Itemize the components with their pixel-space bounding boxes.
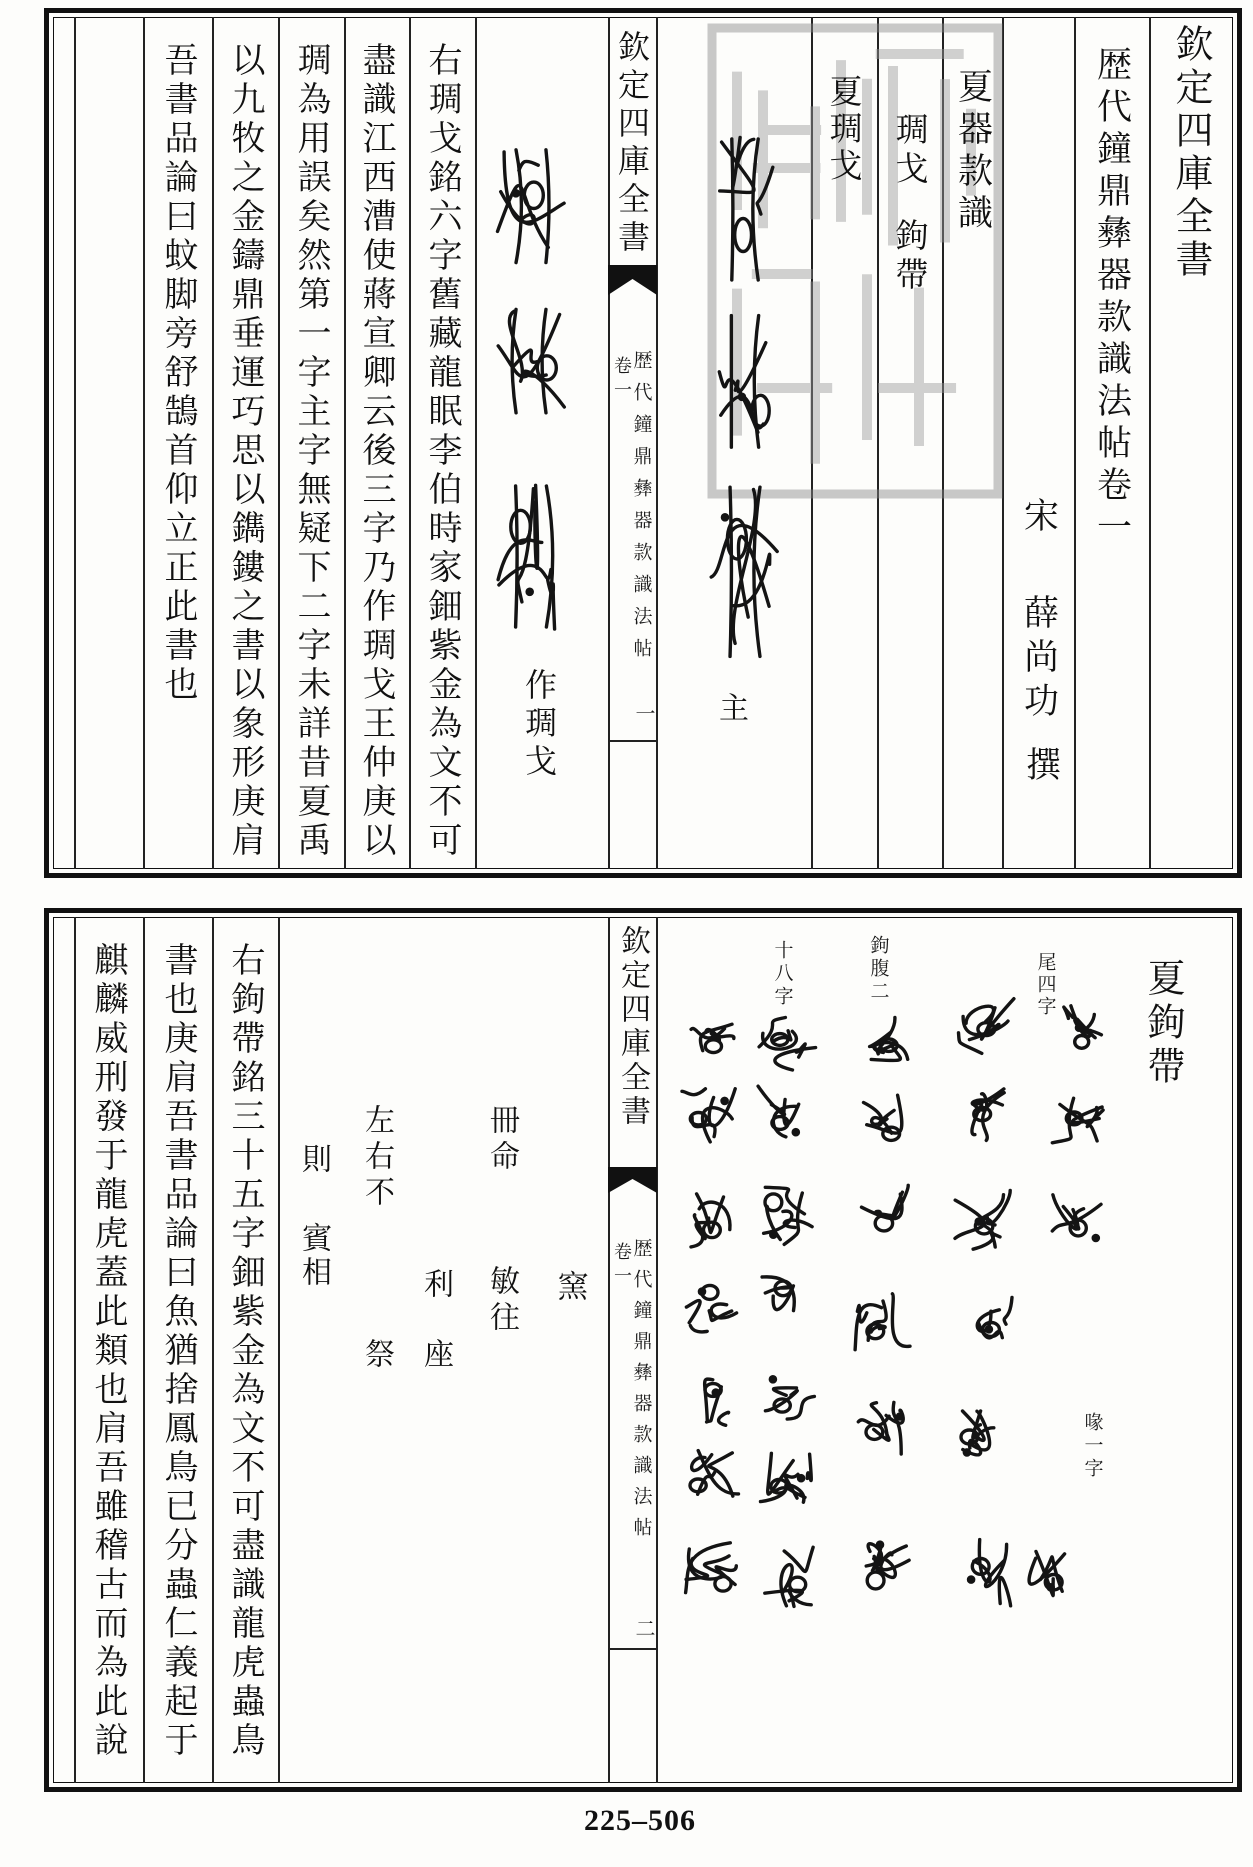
fold-leaf-number: 一 [632, 703, 656, 723]
fold-leaf-rule [608, 1648, 657, 1650]
column-rule [143, 17, 145, 869]
column-rule [1149, 17, 1151, 869]
commentary-column: 麒麟威刑發于龍虎蓋此類也肩吾雖稽古而為此說 [88, 942, 128, 1761]
column-rule [143, 917, 145, 1783]
glyph-count-label: 喙一字 [1081, 1412, 1104, 1481]
author-dynasty: 宋 [1018, 497, 1059, 532]
transcription-fragment: 冊命 [484, 1104, 519, 1176]
fold-volume: 卷一 [611, 356, 632, 404]
item-title: 夏鉤帶 [1141, 958, 1185, 1090]
fold-title: 歴代鐘鼎彝器款識法帖 [630, 350, 653, 670]
fold-leaf-number: 二 [632, 1618, 656, 1638]
commentary-column: 右琱戈銘六字舊藏龍眠李伯時家鈿紫金為文不可 [422, 42, 462, 861]
column-rule [212, 17, 214, 869]
contents-item: 琱戈 [890, 112, 930, 190]
fishtail-mark [608, 265, 657, 299]
column-rule [74, 17, 76, 869]
column-rule [877, 17, 879, 869]
transcription-fragment: 左右不 [359, 1104, 394, 1212]
item-title: 夏琱戈 [824, 74, 864, 185]
contents-item: 鉤帶 [890, 218, 930, 296]
fold-volume: 卷一 [611, 1242, 632, 1290]
transcription-fragment: 則 [296, 1143, 331, 1173]
author-role: 撰 [1020, 746, 1061, 781]
library-header: 欽定四庫全書 [1169, 24, 1213, 282]
fold-header: 欽定四庫全書 [615, 925, 650, 1129]
page-number: 225–506 [584, 1804, 696, 1837]
column-rule [942, 17, 944, 869]
commentary-column: 吾書品論曰蚊脚旁舒鵠首仰立正此書也 [158, 42, 198, 705]
column-rule [1002, 17, 1004, 869]
author-name: 薛尚功 [1018, 594, 1059, 726]
transcription-fragment: 賓相 [296, 1222, 331, 1290]
fold-rule [656, 917, 658, 1783]
column-rule [409, 17, 411, 869]
column-rule [811, 17, 813, 869]
fold-title: 歴代鐘鼎彝器款識法帖 [630, 1238, 653, 1548]
fold-header: 欽定四庫全書 [613, 30, 651, 258]
commentary-column: 盡識江西漕使蔣宣卿云後三字乃作琱戈王仲庚以 [356, 42, 396, 861]
book-title: 歴代鐘鼎彝器款識法帖卷一 [1091, 46, 1132, 550]
glyph-count-label: 尾四字 [1034, 952, 1057, 1018]
commentary-column: 琱為用誤矣然第一字主字無疑下二字未詳昔夏禹 [291, 42, 331, 861]
section-heading: 夏器款識 [952, 68, 993, 236]
inscription-reading: 作琱戈 [520, 668, 558, 782]
transcription-fragment: 窯 [551, 1270, 588, 1301]
column-rule [278, 917, 280, 1783]
glyph-count-label: 鉤腹二 [867, 935, 890, 1004]
column-rule [475, 17, 477, 869]
fold-leaf-rule [608, 740, 657, 742]
fold-rule [608, 917, 610, 1783]
inscription-reading: 主 [713, 692, 748, 722]
glyph-count-label: 十八字 [771, 940, 794, 1009]
transcription-fragment: 敏往 [484, 1265, 519, 1337]
commentary-column: 書也庚肩吾書品論曰魚猶捨鳳鳥已分蟲仁義起于 [158, 942, 198, 1761]
transcription-fragment: 座 [418, 1338, 453, 1368]
column-rule [278, 17, 280, 869]
column-rule [212, 917, 214, 1783]
transcription-fragment: 祭 [359, 1338, 394, 1368]
column-rule [344, 17, 346, 869]
column-rule [74, 917, 76, 1783]
commentary-column: 右鉤帶銘三十五字鈿紫金為文不可盡識龍虎蟲鳥 [225, 942, 265, 1761]
column-rule [1074, 17, 1076, 869]
commentary-column: 以九牧之金鑄鼎垂運巧思以鐫鏤之書以象形庚肩 [225, 42, 265, 861]
transcription-fragment: 利 [418, 1268, 453, 1298]
fishtail-mark [608, 1167, 657, 1197]
